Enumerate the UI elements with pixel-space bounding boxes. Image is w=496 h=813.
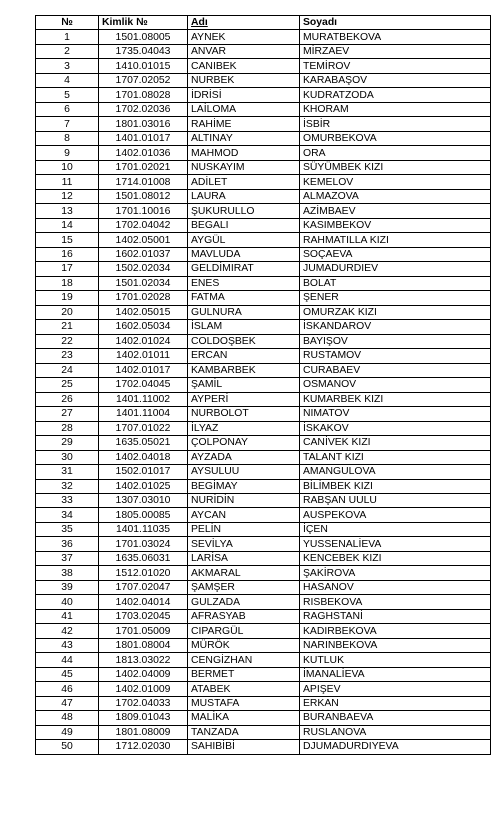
cell-id: 1402.04014	[99, 595, 188, 609]
cell-name: BERMET	[188, 667, 300, 681]
cell-number: 3	[36, 59, 99, 73]
cell-id: 1402.01017	[99, 363, 188, 377]
cell-number: 28	[36, 421, 99, 435]
table-row	[36, 88, 491, 102]
cell-surname: HASANOV	[300, 580, 491, 594]
cell-name: TANZADA	[188, 725, 300, 739]
table-row	[36, 711, 491, 725]
cell-name: AYZADA	[188, 450, 300, 464]
cell-number: 13	[36, 204, 99, 218]
cell-name: SAHIBİBİ	[188, 740, 300, 754]
table-row	[36, 117, 491, 131]
table-row	[36, 262, 491, 276]
cell-surname: ŞENER	[300, 291, 491, 305]
cell-number: 16	[36, 247, 99, 261]
cell-name: ŞAMŞER	[188, 580, 300, 594]
table-row	[36, 436, 491, 450]
cell-surname: MİRZAEV	[300, 44, 491, 58]
table-row	[36, 421, 491, 435]
table-row	[36, 204, 491, 218]
cell-id: 1735.04043	[99, 44, 188, 58]
table-row	[36, 363, 491, 377]
cell-surname: SOÇAEVA	[300, 247, 491, 261]
cell-number: 32	[36, 479, 99, 493]
cell-number: 14	[36, 218, 99, 232]
cell-number: 37	[36, 551, 99, 565]
cell-id: 1801.08004	[99, 638, 188, 652]
cell-surname: OSMANOV	[300, 378, 491, 392]
header-id: Kimlik №	[99, 16, 188, 30]
cell-id: 1813.03022	[99, 653, 188, 667]
table-row	[36, 522, 491, 536]
cell-surname: KUDRATZODA	[300, 88, 491, 102]
cell-id: 1801.08009	[99, 725, 188, 739]
cell-surname: ORA	[300, 146, 491, 160]
cell-name: ŞAMİL	[188, 378, 300, 392]
header-surname: Soyadı	[300, 16, 491, 30]
cell-surname: RUSTAMOV	[300, 349, 491, 363]
table-row	[36, 349, 491, 363]
cell-number: 18	[36, 276, 99, 290]
table-row	[36, 146, 491, 160]
table-row	[36, 667, 491, 681]
cell-id: 1501.08012	[99, 189, 188, 203]
table-row	[36, 624, 491, 638]
cell-number: 39	[36, 580, 99, 594]
cell-id: 1410.01015	[99, 59, 188, 73]
cell-name: FATMA	[188, 291, 300, 305]
cell-id: 1501.02034	[99, 276, 188, 290]
table-row	[36, 247, 491, 261]
cell-name: MÜRÖK	[188, 638, 300, 652]
table-row	[36, 131, 491, 145]
cell-id: 1401.01017	[99, 131, 188, 145]
cell-name: GELDİMIRAT	[188, 262, 300, 276]
cell-name: ŞUKURULLO	[188, 204, 300, 218]
table-row	[36, 73, 491, 87]
cell-surname: AMANGULOVA	[300, 465, 491, 479]
cell-surname: KUMARBEK KIZI	[300, 392, 491, 406]
table-row	[36, 580, 491, 594]
cell-number: 23	[36, 349, 99, 363]
header-name: Adı	[188, 16, 300, 30]
cell-name: AFRASYAB	[188, 609, 300, 623]
cell-id: 1512.01020	[99, 566, 188, 580]
cell-id: 1502.01017	[99, 465, 188, 479]
table-row	[36, 160, 491, 174]
cell-name: NURBEK	[188, 73, 300, 87]
cell-number: 44	[36, 653, 99, 667]
cell-number: 41	[36, 609, 99, 623]
cell-id: 1712.02030	[99, 740, 188, 754]
cell-id: 1402.04009	[99, 667, 188, 681]
cell-surname: KARABAŞOV	[300, 73, 491, 87]
table-row	[36, 609, 491, 623]
table-row	[36, 479, 491, 493]
cell-surname: RAHMATILLA KIZI	[300, 233, 491, 247]
cell-id: 1701.03024	[99, 537, 188, 551]
table-row	[36, 551, 491, 565]
cell-name: MUSTAFA	[188, 696, 300, 710]
table-row	[36, 59, 491, 73]
cell-id: 1805.00085	[99, 508, 188, 522]
cell-name: BEGALI	[188, 218, 300, 232]
cell-name: GULNURA	[188, 305, 300, 319]
cell-number: 30	[36, 450, 99, 464]
cell-id: 1401.11035	[99, 522, 188, 536]
header-row	[36, 16, 491, 30]
cell-number: 2	[36, 44, 99, 58]
table-row	[36, 189, 491, 203]
cell-id: 1702.04045	[99, 378, 188, 392]
cell-number: 7	[36, 117, 99, 131]
cell-number: 8	[36, 131, 99, 145]
cell-surname: İSKANDAROV	[300, 320, 491, 334]
cell-id: 1402.01024	[99, 334, 188, 348]
cell-surname: ERKAN	[300, 696, 491, 710]
cell-name: BEGİMAY	[188, 479, 300, 493]
cell-id: 1402.05015	[99, 305, 188, 319]
table-row	[36, 696, 491, 710]
cell-number: 22	[36, 334, 99, 348]
cell-id: 1701.02021	[99, 160, 188, 174]
cell-surname: ŞAKİROVA	[300, 566, 491, 580]
table-row	[36, 378, 491, 392]
table-row	[36, 465, 491, 479]
cell-number: 21	[36, 320, 99, 334]
cell-id: 1307.03010	[99, 493, 188, 507]
cell-name: SEVİLYA	[188, 537, 300, 551]
cell-number: 43	[36, 638, 99, 652]
cell-id: 1702.02036	[99, 102, 188, 116]
cell-number: 20	[36, 305, 99, 319]
table-row	[36, 334, 491, 348]
cell-name: COLDOŞBEK	[188, 334, 300, 348]
cell-number: 6	[36, 102, 99, 116]
cell-name: LAİLOMA	[188, 102, 300, 116]
cell-number: 1	[36, 30, 99, 44]
cell-surname: YUSSENALİEVA	[300, 537, 491, 551]
cell-name: ÇOLPONAY	[188, 436, 300, 450]
cell-name: İDRİSİ	[188, 88, 300, 102]
cell-number: 33	[36, 493, 99, 507]
table-row	[36, 682, 491, 696]
cell-name: RAHİME	[188, 117, 300, 131]
table-row	[36, 175, 491, 189]
cell-name: ERCAN	[188, 349, 300, 363]
cell-surname: NIMATOV	[300, 407, 491, 421]
cell-name: LAURA	[188, 189, 300, 203]
cell-number: 31	[36, 465, 99, 479]
cell-name: LARİSA	[188, 551, 300, 565]
cell-id: 1401.11004	[99, 407, 188, 421]
cell-id: 1701.10016	[99, 204, 188, 218]
cell-surname: OMURBEKOVA	[300, 131, 491, 145]
cell-name: ALTINAY	[188, 131, 300, 145]
cell-number: 47	[36, 696, 99, 710]
cell-number: 9	[36, 146, 99, 160]
cell-surname: KEMELOV	[300, 175, 491, 189]
cell-surname: BURANBAEVA	[300, 711, 491, 725]
cell-id: 1809.01043	[99, 711, 188, 725]
table-row	[36, 392, 491, 406]
cell-id: 1402.05001	[99, 233, 188, 247]
table-row	[36, 102, 491, 116]
cell-surname: MURATBEKOVA	[300, 30, 491, 44]
table-row	[36, 305, 491, 319]
cell-number: 40	[36, 595, 99, 609]
cell-name: CANIBEK	[188, 59, 300, 73]
cell-name: AYPERİ	[188, 392, 300, 406]
cell-id: 1701.02028	[99, 291, 188, 305]
table-row	[36, 740, 491, 754]
cell-id: 1602.01037	[99, 247, 188, 261]
cell-name: ATABEK	[188, 682, 300, 696]
cell-surname: OMURZAK KIZI	[300, 305, 491, 319]
cell-id: 1707.02052	[99, 73, 188, 87]
cell-id: 1707.02047	[99, 580, 188, 594]
cell-id: 1402.01011	[99, 349, 188, 363]
cell-number: 27	[36, 407, 99, 421]
cell-number: 10	[36, 160, 99, 174]
cell-number: 49	[36, 725, 99, 739]
cell-name: AKMARAL	[188, 566, 300, 580]
cell-name: MALİKA	[188, 711, 300, 725]
cell-surname: AUSPEKOVA	[300, 508, 491, 522]
cell-surname: BAYIŞOV	[300, 334, 491, 348]
cell-surname: RUSLANOVA	[300, 725, 491, 739]
cell-name: GULZADA	[188, 595, 300, 609]
cell-number: 12	[36, 189, 99, 203]
cell-id: 1602.05034	[99, 320, 188, 334]
cell-id: 1501.08005	[99, 30, 188, 44]
cell-number: 36	[36, 537, 99, 551]
cell-number: 50	[36, 740, 99, 754]
cell-number: 15	[36, 233, 99, 247]
cell-surname: KUTLUK	[300, 653, 491, 667]
table-row	[36, 566, 491, 580]
cell-surname: TALANT KIZI	[300, 450, 491, 464]
table-row	[36, 291, 491, 305]
cell-name: MAHMOD	[188, 146, 300, 160]
table-row	[36, 218, 491, 232]
cell-id: 1801.03016	[99, 117, 188, 131]
cell-name: CENGİZHAN	[188, 653, 300, 667]
cell-id: 1702.04033	[99, 696, 188, 710]
cell-number: 34	[36, 508, 99, 522]
cell-id: 1502.02034	[99, 262, 188, 276]
cell-surname: CANİVEK KIZI	[300, 436, 491, 450]
cell-id: 1401.11002	[99, 392, 188, 406]
cell-surname: İÇEN	[300, 522, 491, 536]
cell-id: 1714.01008	[99, 175, 188, 189]
cell-surname: SÜYÜMBEK KIZI	[300, 160, 491, 174]
cell-number: 46	[36, 682, 99, 696]
cell-surname: KASIMBEKOV	[300, 218, 491, 232]
cell-id: 1701.08028	[99, 88, 188, 102]
table-row	[36, 407, 491, 421]
cell-name: AYGÜL	[188, 233, 300, 247]
table-row	[36, 653, 491, 667]
cell-surname: KHORAM	[300, 102, 491, 116]
cell-name: NURİDİN	[188, 493, 300, 507]
cell-number: 17	[36, 262, 99, 276]
cell-surname: İSKAKOV	[300, 421, 491, 435]
cell-surname: İSBİR	[300, 117, 491, 131]
table-row	[36, 537, 491, 551]
cell-id: 1402.01025	[99, 479, 188, 493]
cell-number: 26	[36, 392, 99, 406]
cell-name: ENES	[188, 276, 300, 290]
cell-surname: JUMADURDIEV	[300, 262, 491, 276]
cell-number: 35	[36, 522, 99, 536]
cell-name: NURBOLOT	[188, 407, 300, 421]
cell-surname: ALMAZOVA	[300, 189, 491, 203]
cell-id: 1701.05009	[99, 624, 188, 638]
student-table	[35, 15, 491, 755]
cell-surname: BİLİMBEK KIZI	[300, 479, 491, 493]
cell-surname: KENCEBEK KIZI	[300, 551, 491, 565]
cell-name: İSLAM	[188, 320, 300, 334]
cell-id: 1702.04042	[99, 218, 188, 232]
header-number: №	[36, 16, 99, 30]
cell-number: 11	[36, 175, 99, 189]
table-row	[36, 276, 491, 290]
table-row	[36, 44, 491, 58]
table-body	[36, 30, 491, 754]
cell-name: AYSULUU	[188, 465, 300, 479]
table-row	[36, 493, 491, 507]
cell-number: 19	[36, 291, 99, 305]
table-row	[36, 508, 491, 522]
cell-number: 5	[36, 88, 99, 102]
table-row	[36, 30, 491, 44]
cell-surname: RABŞAN UULU	[300, 493, 491, 507]
cell-surname: DJUMADURDIYEVA	[300, 740, 491, 754]
cell-surname: TEMİROV	[300, 59, 491, 73]
cell-id: 1707.01022	[99, 421, 188, 435]
cell-id: 1402.04018	[99, 450, 188, 464]
cell-surname: RISBEKOVA	[300, 595, 491, 609]
cell-number: 4	[36, 73, 99, 87]
cell-id: 1402.01036	[99, 146, 188, 160]
table-row	[36, 595, 491, 609]
cell-number: 29	[36, 436, 99, 450]
cell-name: ANVAR	[188, 44, 300, 58]
table-row	[36, 638, 491, 652]
cell-number: 45	[36, 667, 99, 681]
cell-id: 1635.06031	[99, 551, 188, 565]
cell-surname: KADIRBEKOVA	[300, 624, 491, 638]
cell-surname: CURABAEV	[300, 363, 491, 377]
cell-name: İLYAZ	[188, 421, 300, 435]
cell-surname: NARINBEKOVA	[300, 638, 491, 652]
table-row	[36, 320, 491, 334]
cell-number: 38	[36, 566, 99, 580]
cell-surname: RAGHSTANİ	[300, 609, 491, 623]
cell-surname: APIŞEV	[300, 682, 491, 696]
table-row	[36, 450, 491, 464]
cell-number: 42	[36, 624, 99, 638]
cell-number: 24	[36, 363, 99, 377]
cell-name: KAMBARBEK	[188, 363, 300, 377]
cell-surname: BOLAT	[300, 276, 491, 290]
cell-name: AYCAN	[188, 508, 300, 522]
cell-surname: İMANALİEVA	[300, 667, 491, 681]
table-row	[36, 725, 491, 739]
cell-surname: AZİMBAEV	[300, 204, 491, 218]
cell-id: 1635.05021	[99, 436, 188, 450]
cell-number: 25	[36, 378, 99, 392]
cell-name: MAVLUDA	[188, 247, 300, 261]
cell-name: NUSKAYIM	[188, 160, 300, 174]
cell-name: CIPARGÜL	[188, 624, 300, 638]
table-row	[36, 233, 491, 247]
cell-number: 48	[36, 711, 99, 725]
cell-name: PELİN	[188, 522, 300, 536]
cell-id: 1703.02045	[99, 609, 188, 623]
cell-id: 1402.01009	[99, 682, 188, 696]
cell-name: AYNEK	[188, 30, 300, 44]
cell-name: ADİLET	[188, 175, 300, 189]
